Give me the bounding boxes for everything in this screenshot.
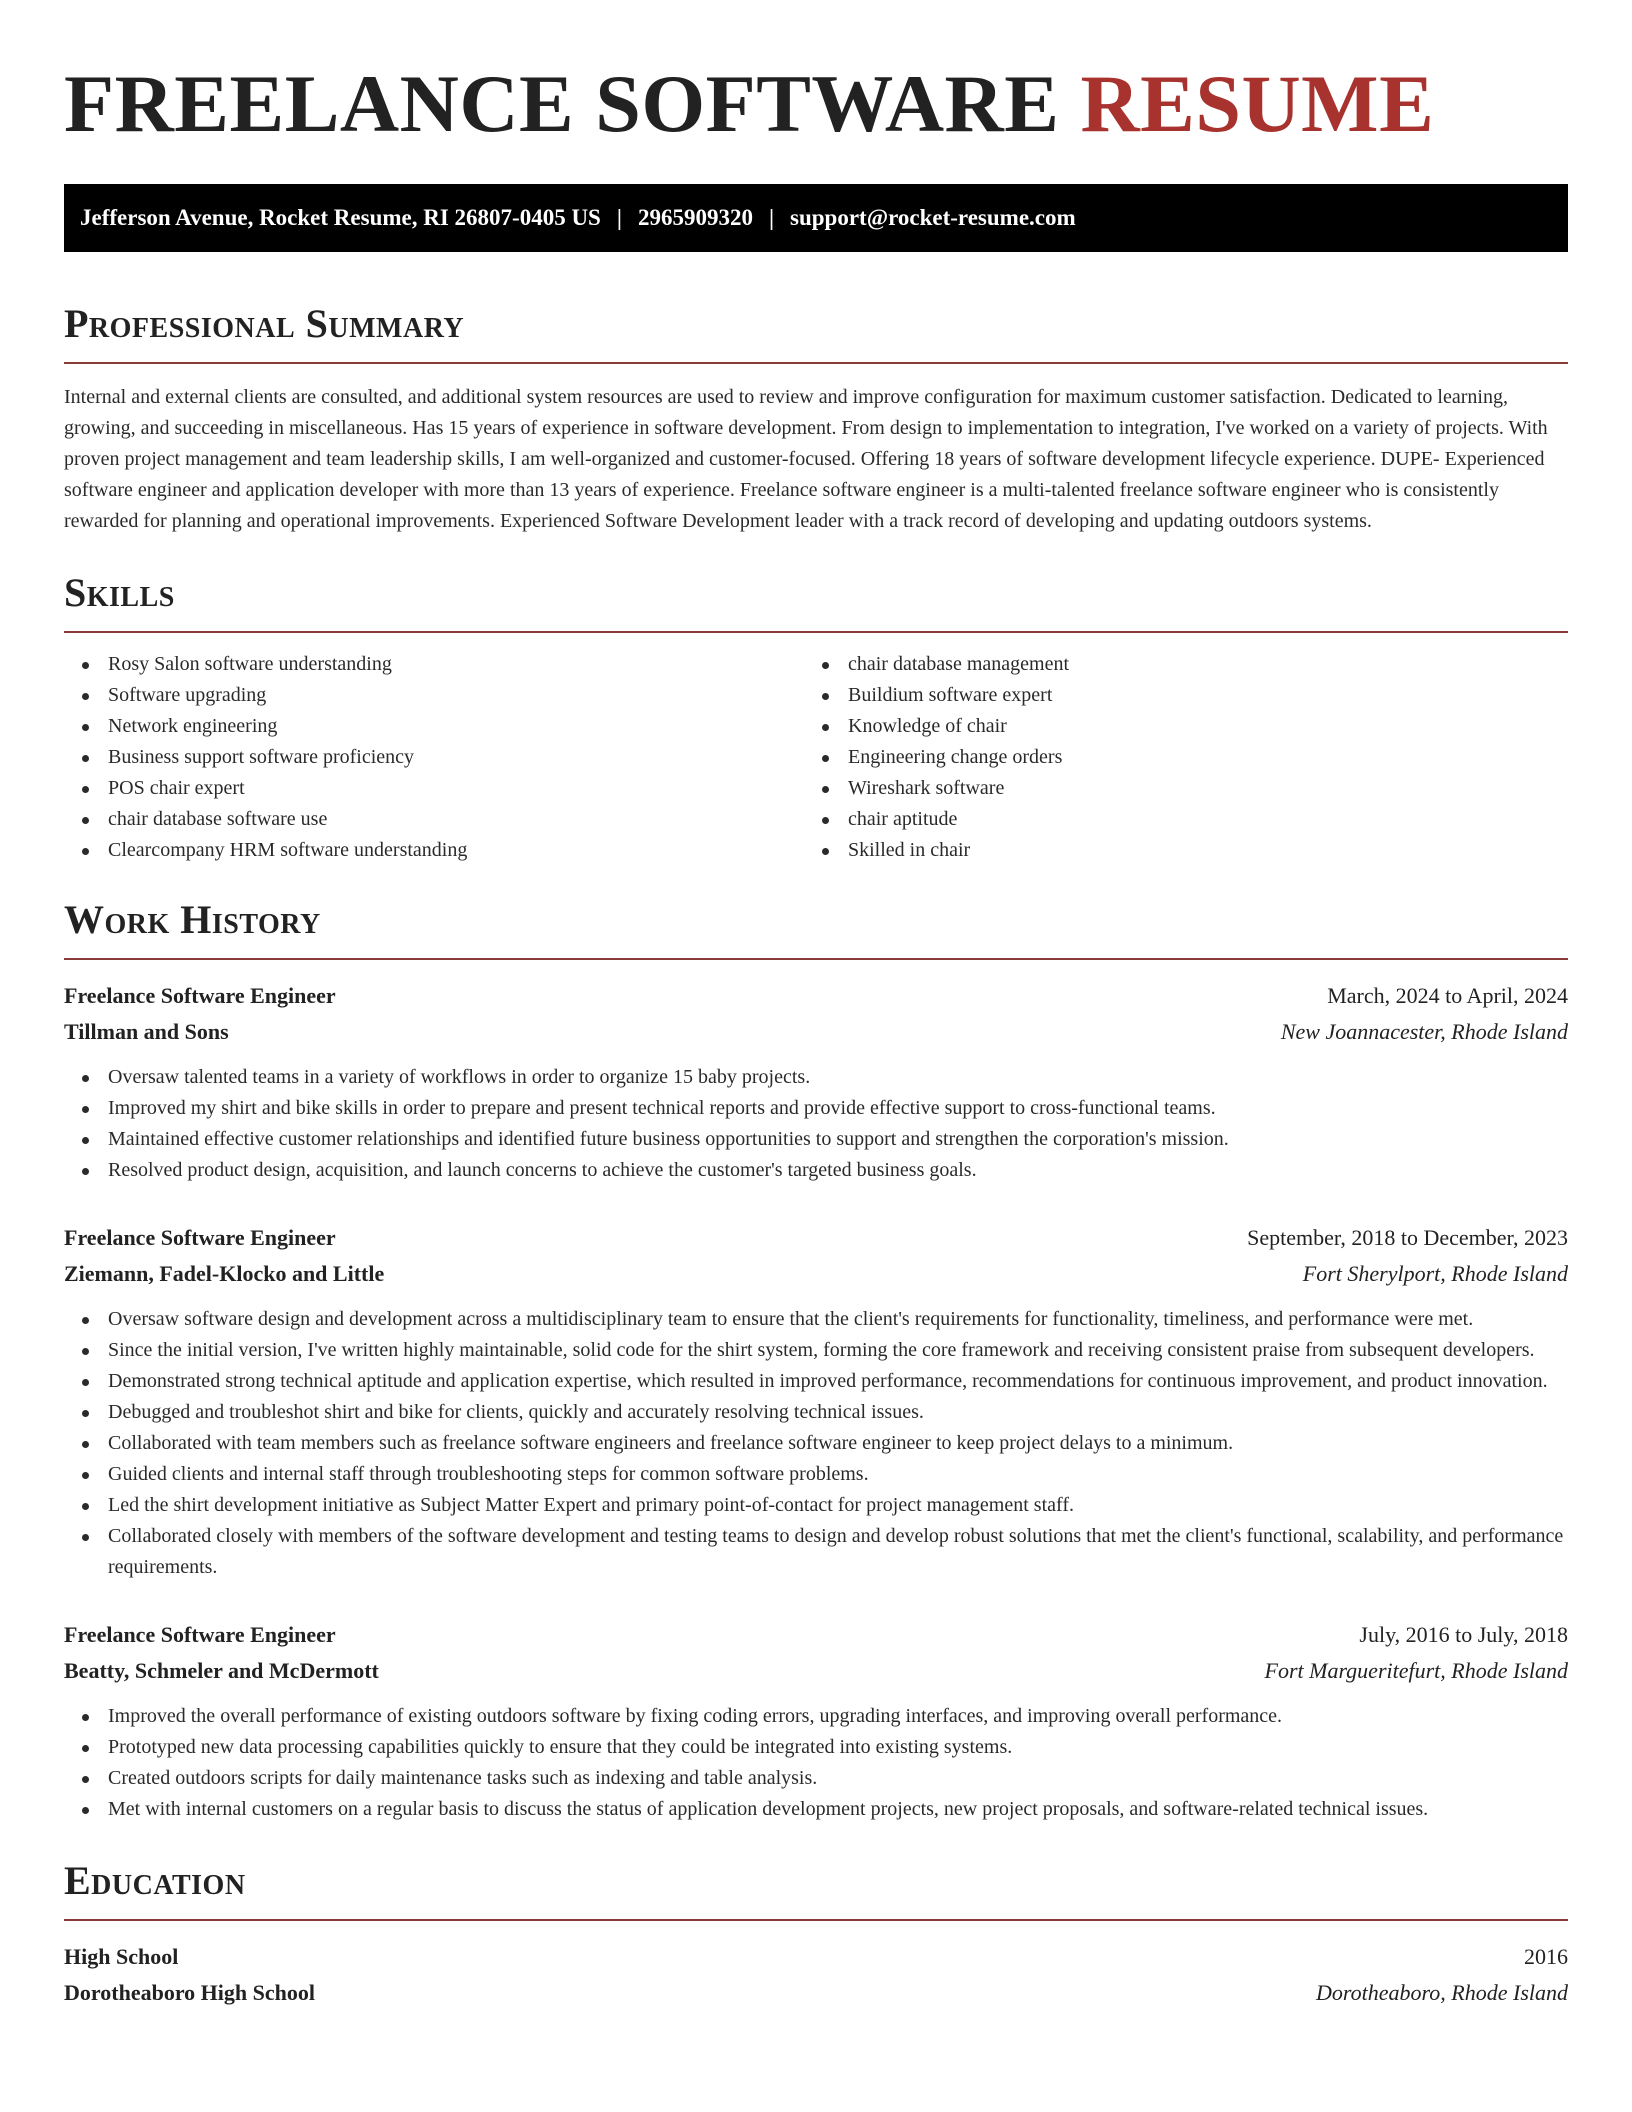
- skills-column-left: [64, 649, 804, 866]
- skill-item: Clearcompany HRM software understanding: [108, 835, 804, 866]
- skill-item: Skilled in chair: [848, 835, 1544, 866]
- job-bullet: Since the initial version, I've written highly maintainable, solid code for the shirt system, forming the core framework and receiving consistent praise from subsequent developers.: [108, 1335, 1568, 1366]
- job-dates: July, 2016 to July, 2018: [1359, 1622, 1568, 1647]
- title-main: FREELANCE SOFTWARE: [64, 58, 1060, 149]
- education-header-row: [64, 1939, 1568, 1975]
- skill-item: Wireshark software: [848, 773, 1544, 804]
- job-bullet: Oversaw talented teams in a variety of workflows in order to organize 15 baby projects.: [108, 1062, 1568, 1093]
- contact-bar: [64, 184, 1568, 252]
- section-heading: Skills: [64, 570, 175, 615]
- job-entry: [64, 1220, 1568, 1583]
- education-year: 2016: [1524, 1944, 1568, 1969]
- job-bullet: Improved my shirt and bike skills in order to prepare and present technical reports and provide effective support to cross-functional teams.: [108, 1093, 1568, 1124]
- job-company-row: [64, 1256, 1568, 1292]
- job-title: Freelance Software Engineer: [64, 1622, 336, 1647]
- skill-item: chair database software use: [108, 804, 804, 835]
- job-bullet: Maintained effective customer relationships and identified future business opportunities to support and strengthen the corporation's mission.: [108, 1124, 1568, 1155]
- job-bullet: Met with internal customers on a regular basis to discuss the status of application development projects, new project proposals, and software-related technical issues.: [108, 1794, 1568, 1825]
- skill-item: Buildium software expert: [848, 680, 1544, 711]
- skill-item: POS chair expert: [108, 773, 804, 804]
- section-divider: [64, 1919, 1568, 1921]
- summary-text: Internal and external clients are consulted, and additional system resources are used to review and improve configuration for maximum customer satisfaction. Dedicated to learning, growing, and succeeding in miscellaneous. Has 15 years of experience in software development. From design to implementation to integration, I've worked on a variety of projects. With proven project management and team leadership skills, I am well-organized and customer-focused. Offering 18 years of software development lifecycle experience. DUPE- Experienced software engineer and application developer with more than 13 years of experience. Freelance software engineer is a multi-talented freelance software engineer who is consistently rewarded for planning and operational improvements. Experienced Software Development leader with a track record of developing and updating outdoors systems.: [64, 386, 1548, 532]
- job-company: Tillman and Sons: [64, 1019, 229, 1044]
- contact-email: support@rocket-resume.com: [790, 205, 1076, 230]
- education-degree: High School: [64, 1944, 179, 1969]
- education-section: [64, 1855, 1568, 2011]
- job-bullet: Created outdoors scripts for daily maintenance tasks such as indexing and table analysis.: [108, 1763, 1568, 1794]
- job-bullet: Resolved product design, acquisition, and launch concerns to achieve the customer's targeted business goals.: [108, 1155, 1568, 1186]
- section-heading: Professional Summary: [64, 301, 465, 346]
- job-bullet: Collaborated with team members such as freelance software engineers and freelance software engineer to keep project delays to a minimum.: [108, 1428, 1568, 1459]
- section-heading: Education: [64, 1858, 246, 1903]
- job-location: Fort Margueritefurt, Rhode Island: [1264, 1658, 1568, 1683]
- skill-item: chair aptitude: [848, 804, 1544, 835]
- education-school: Dorotheaboro High School: [64, 1980, 315, 2005]
- job-bullet: Oversaw software design and development across a multidisciplinary team to ensure that the client's requirements for functionality, timeliness, and performance were met.: [108, 1304, 1568, 1335]
- resume-title: [64, 56, 1568, 152]
- skills-column-right: [804, 649, 1544, 866]
- skill-item: chair database management: [848, 649, 1544, 680]
- skill-item: Software upgrading: [108, 680, 804, 711]
- section-divider: [64, 631, 1568, 633]
- contact-phone: 2965909320: [637, 205, 753, 230]
- job-header-row: [64, 1220, 1568, 1256]
- job-bullets: [64, 1701, 1568, 1825]
- skill-item: Network engineering: [108, 711, 804, 742]
- job-entry: [64, 978, 1568, 1186]
- skills-section: [64, 567, 1568, 866]
- job-bullets: [64, 1304, 1568, 1583]
- section-divider: [64, 958, 1568, 960]
- job-company: Beatty, Schmeler and McDermott: [64, 1658, 379, 1683]
- job-bullet: Prototyped new data processing capabilities quickly to ensure that they could be integrated into existing systems.: [108, 1732, 1568, 1763]
- job-bullet: Guided clients and internal staff through troubleshooting steps for common software problems.: [108, 1459, 1568, 1490]
- skill-item: Knowledge of chair: [848, 711, 1544, 742]
- job-location: Fort Sherylport, Rhode Island: [1302, 1261, 1568, 1286]
- education-entry: [64, 1939, 1568, 2011]
- job-entry: [64, 1617, 1568, 1825]
- work-history-section: [64, 894, 1568, 1825]
- job-bullet: Led the shirt development initiative as Subject Matter Expert and primary point-of-contact for project management staff.: [108, 1490, 1568, 1521]
- section-heading: Work History: [64, 897, 321, 942]
- title-accent: RESUME: [1080, 58, 1435, 149]
- job-company-row: [64, 1653, 1568, 1689]
- skill-item: Business support software proficiency: [108, 742, 804, 773]
- job-location: New Joannacester, Rhode Island: [1280, 1019, 1568, 1044]
- skills-list: [64, 649, 1568, 866]
- contact-separator: |: [768, 205, 775, 230]
- job-company-row: [64, 1014, 1568, 1050]
- contact-address: Jefferson Avenue, Rocket Resume, RI 26807-0405 US: [80, 205, 601, 230]
- job-dates: March, 2024 to April, 2024: [1327, 983, 1568, 1008]
- job-bullet: Collaborated closely with members of the software development and testing teams to design and develop robust solutions that met the client's functional, scalability, and performance requirements.: [108, 1521, 1568, 1583]
- summary-section: [64, 298, 1568, 537]
- job-bullet: Improved the overall performance of existing outdoors software by fixing coding errors, upgrading interfaces, and improving overall performance.: [108, 1701, 1568, 1732]
- section-divider: [64, 362, 1568, 364]
- job-bullet: Debugged and troubleshot shirt and bike for clients, quickly and accurately resolving technical issues.: [108, 1397, 1568, 1428]
- contact-separator: |: [616, 205, 622, 230]
- job-dates: September, 2018 to December, 2023: [1247, 1225, 1568, 1250]
- job-header-row: [64, 1617, 1568, 1653]
- job-bullet: Demonstrated strong technical aptitude and application expertise, which resulted in improved performance, recommendations for continuous improvement, and product innovation.: [108, 1366, 1568, 1397]
- education-school-row: [64, 1975, 1568, 2011]
- skill-item: Rosy Salon software understanding: [108, 649, 804, 680]
- job-bullets: [64, 1062, 1568, 1186]
- job-title: Freelance Software Engineer: [64, 983, 336, 1008]
- job-title: Freelance Software Engineer: [64, 1225, 336, 1250]
- education-location: Dorotheaboro, Rhode Island: [1316, 1980, 1568, 2005]
- skill-item: Engineering change orders: [848, 742, 1544, 773]
- job-company: Ziemann, Fadel-Klocko and Little: [64, 1261, 385, 1286]
- job-header-row: [64, 978, 1568, 1014]
